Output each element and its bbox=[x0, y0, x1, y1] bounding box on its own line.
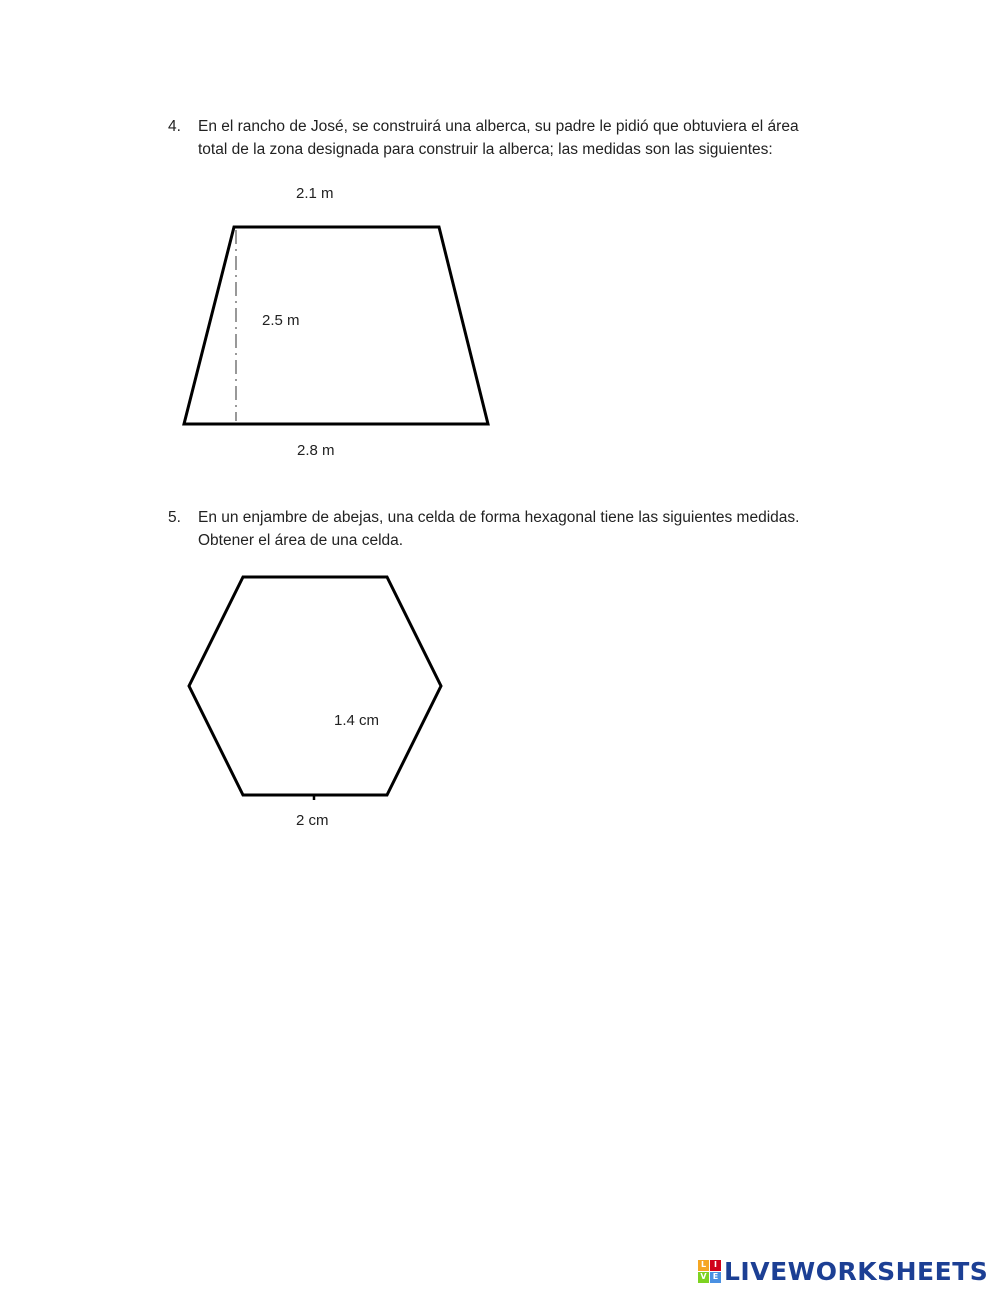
trapezoid-shape bbox=[184, 227, 488, 424]
liveworksheets-logo bbox=[698, 1255, 988, 1287]
problem-statement-line: Obtener el área de una celda. bbox=[198, 532, 404, 549]
trapezoid-height-label: 2.5 m bbox=[262, 312, 300, 329]
hexagon-side-label: 2 cm bbox=[296, 812, 329, 829]
hexagon-apothem-label: 1.4 cm bbox=[334, 712, 380, 729]
trapezoid-top-base-label: 2.1 m bbox=[296, 185, 334, 202]
logo-letter: V bbox=[698, 1272, 709, 1283]
logo-text: LIVEWORKSHEETS bbox=[724, 1256, 989, 1286]
logo-letter: E bbox=[710, 1272, 721, 1283]
trapezoid-bottom-base-label: 2.8 m bbox=[297, 442, 335, 459]
problem-statement-line: En el rancho de José, se construirá una alberca, su padre le pidió que obtuviera el área bbox=[198, 118, 799, 135]
logo-letter: I bbox=[710, 1260, 721, 1271]
problem-statement bbox=[198, 506, 848, 552]
problem-statement-line: total de la zona designada para construir la alberca; las medidas son las siguientes: bbox=[198, 141, 773, 158]
logo-mark-icon bbox=[698, 1260, 721, 1283]
problem-5 bbox=[168, 506, 848, 556]
hexagon-shape bbox=[189, 577, 441, 795]
problem-number: 5. bbox=[168, 509, 181, 526]
problem-number: 4. bbox=[168, 118, 181, 135]
problem-statement-line: En un enjambre de abejas, una celda de forma hexagonal tiene las siguientes medidas. bbox=[198, 509, 800, 526]
logo-letter: L bbox=[698, 1260, 709, 1271]
